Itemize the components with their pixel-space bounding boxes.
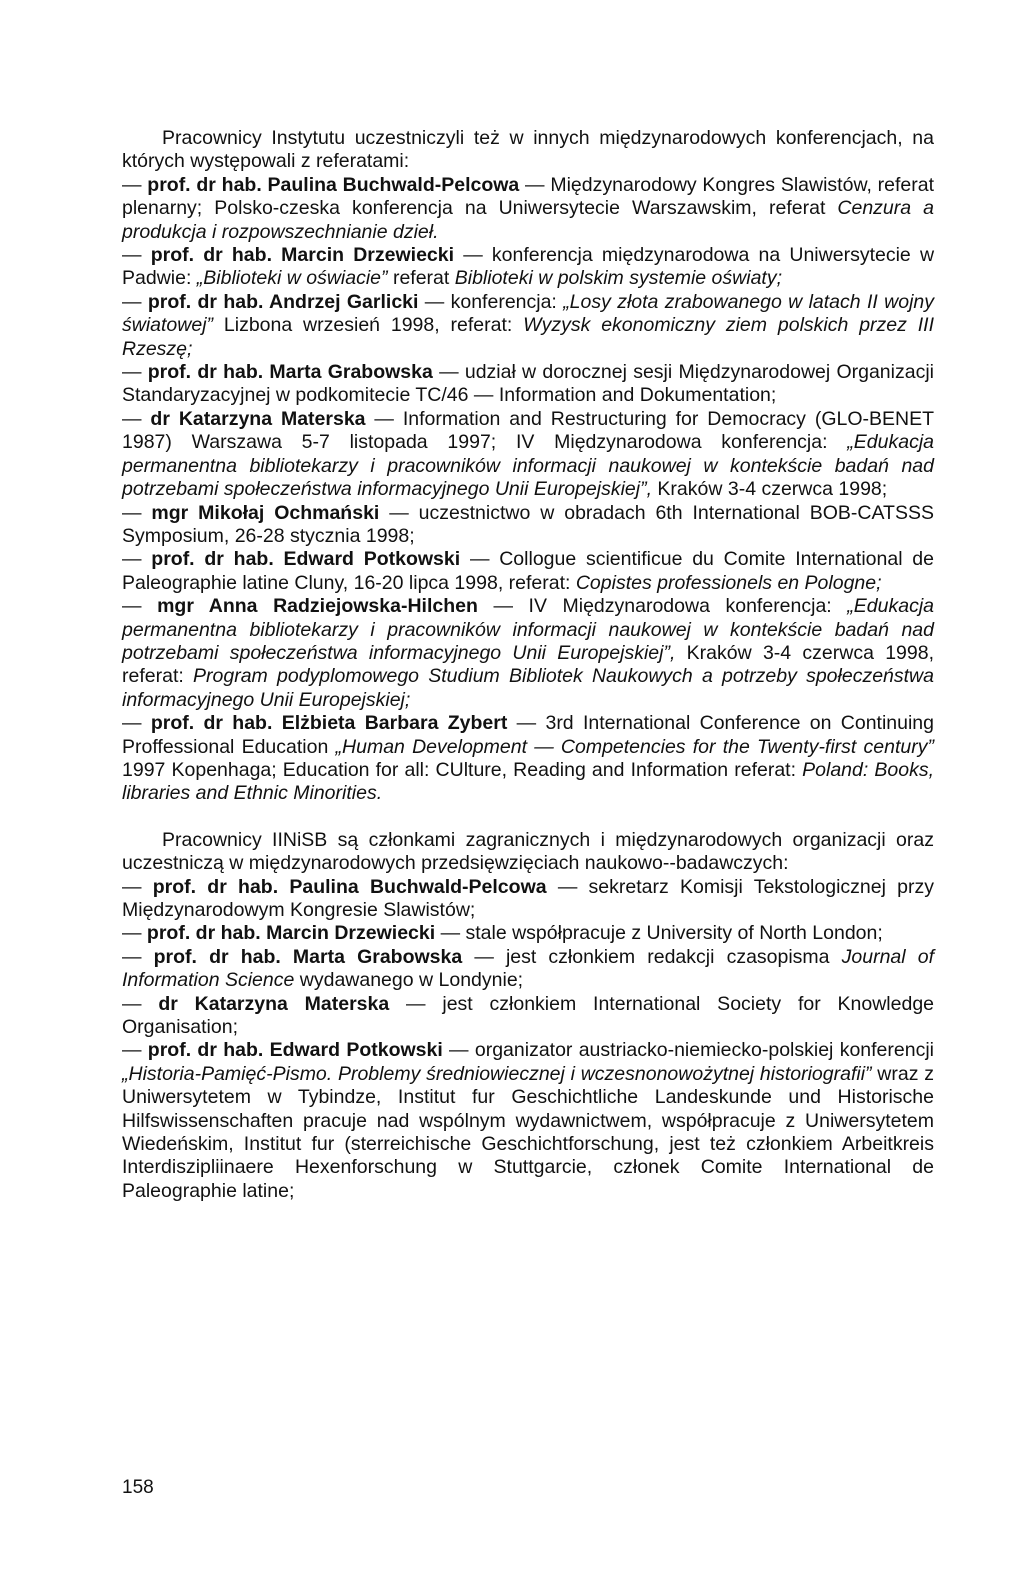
list-item xyxy=(122,291,934,361)
title-text: Poland: Books, libraries and Ethnic Minorities. xyxy=(122,758,935,805)
title-text: Journal of Information Science xyxy=(122,945,935,992)
entry-text: wydawanego w Londynie; xyxy=(294,969,524,992)
entry-text: Lizbona wrzesień 1998, referat: xyxy=(213,314,524,337)
title-text: „Edukacja permanentna bibliotekarzy i pracowników informacji naukowej w kontekście badań nad potrzebami społeczeństwa informacyjnego Unii Europejskiej”, xyxy=(122,595,935,664)
list-item xyxy=(122,408,934,502)
entry-text: — uczestnictwo w obradach 6th International BOB-CATSSS Symposium, 26-28 stycznia 1998; xyxy=(122,501,934,547)
person-name: dr Katarzyna Materska xyxy=(158,992,390,1015)
title-text: „Edukacja permanentna bibliotekarzy i pracowników informacji naukowej w kontekście badań nad potrzebami społeczeństwa informacyjnego Unii Europejskiej”, xyxy=(122,431,934,501)
entry-text: — konferencja: xyxy=(418,290,564,313)
entry-text: — xyxy=(122,712,151,735)
person-name: prof. dr hab. Paulina Buchwald-Pelcowa xyxy=(147,173,520,196)
person-name: prof. dr hab. Marta Grabowska xyxy=(147,361,433,384)
entry-text: — konferencja międzynarodowa na Uniwersytecie w Padwie: xyxy=(122,244,935,290)
entry-text: — xyxy=(122,595,158,618)
list-item xyxy=(122,361,934,408)
entry-text: — xyxy=(122,244,151,267)
person-name: prof. dr hab. Andrzej Garlicki xyxy=(147,290,419,313)
section1-entry-list xyxy=(122,174,934,806)
list-item xyxy=(122,712,934,806)
title-text: Cenzura a produkcja i rozpowszechnianie dzieł. xyxy=(122,197,934,243)
list-item xyxy=(122,1039,934,1203)
person-name: mgr Anna Radziejowska-Hilchen xyxy=(157,595,478,618)
entry-text: wraz z Uniwersytetem w Tybindze, Institut fur Geschichtliche Landeskunde und Historische Hilfswissenschaften pracuje nad wspólnym wydawnictwem, współpracuje z Uniwersytetem Wiedeńskim, Institut fur (sterreichische Geschichtforschung, jest też członkiem Arbeitkreis Interdiszipliinaere Hexenforschung w Stuttgarcie, członek Comite International de Paleographie latine; xyxy=(122,1062,934,1202)
entry-text: referat xyxy=(387,267,455,290)
document-page xyxy=(122,127,934,1203)
entry-text: — xyxy=(122,922,147,945)
person-name: prof. dr hab. Marcin Drzewiecki xyxy=(150,244,455,267)
list-item xyxy=(122,244,934,291)
entry-text: — xyxy=(122,290,148,313)
entry-text: — xyxy=(122,992,159,1015)
entry-text: — xyxy=(122,1039,148,1062)
entry-text: — xyxy=(122,173,148,196)
entry-text: — xyxy=(122,501,152,524)
list-item xyxy=(122,946,934,993)
person-name: prof. dr hab. Edward Potkowski xyxy=(151,548,461,571)
entry-text: — Międzynarodowy Kongres Slawistów, referat plenarny; Polsko-czeska konferencja na Uniwersytecie Warszawskim, referat xyxy=(122,173,934,220)
list-item xyxy=(122,548,934,595)
entry-text: — stale współpracuje z University of North London; xyxy=(435,922,883,945)
person-name: prof. dr hab. Paulina Buchwald-Pelcowa xyxy=(152,875,547,898)
section1-intro: Pracownicy Instytutu uczestniczyli też w innych międzynarodowych konferencjach, na których występowali z referatami: xyxy=(122,127,934,173)
page-number: 158 xyxy=(122,1477,154,1498)
title-text: Wyzysk ekonomiczny ziem polskich przez III Rzeszę; xyxy=(122,314,934,360)
title-text: „Losy złota zrabowanego w latach II wojny światowej” xyxy=(122,290,934,337)
entry-text: — udział w dorocznej sesji Międzynarodowej Organizacji Standaryzacyjnej w podkomitecie TC/46 — Information and Dokumentation; xyxy=(122,361,934,407)
entry-text: — 3rd International Conference on Continuing Proffessional Education xyxy=(122,712,934,758)
entry-text: — xyxy=(122,875,153,898)
person-name: prof. dr hab. Elżbieta Barbara Zybert xyxy=(150,712,508,735)
entry-text: — Collogue scientificue du Comite International de Paleographie latine Cluny, 16-20 lipca 1998, referat: xyxy=(122,548,934,594)
title-text: Program podyplomowego Studium Bibliotek Naukowych a potrzeby społeczeństwa informacyjnego Unii Europejskiej; xyxy=(122,665,934,711)
title-text: „Biblioteki w oświacie” xyxy=(196,267,388,290)
entry-text: — xyxy=(122,361,148,384)
person-name: prof. dr hab. Marta Grabowska xyxy=(153,945,463,968)
entry-text: Kraków 3-4 czerwca 1998, referat: xyxy=(122,641,934,688)
entry-text: — IV Międzynarodowa konferencja: xyxy=(477,595,848,618)
section2-intro: Pracownicy IINiSB są członkami zagranicznych i międzynarodowych organizacji oraz uczestniczą w międzynarodowych przedsięwzięciach naukowo--badawczych: xyxy=(122,828,934,875)
list-item xyxy=(122,922,934,945)
entry-text: 1997 Kopenhaga; Education for all: CUlture, Reading and Information referat: xyxy=(122,758,803,781)
title-text: „Human Development — Competencies for the Twenty-first century” xyxy=(335,735,934,758)
person-name: prof. dr hab. Marcin Drzewiecki xyxy=(146,922,436,945)
entry-text: — jest członkiem International Society for Knowledge Organisation; xyxy=(122,992,935,1039)
list-item xyxy=(122,502,934,549)
entry-text: — xyxy=(122,548,152,571)
entry-text: — xyxy=(122,945,154,968)
title-text: Copistes professionels en Pologne; xyxy=(575,571,882,594)
person-name: dr Katarzyna Materska xyxy=(150,407,366,430)
title-text: Biblioteki w polskim systemie oświaty; xyxy=(454,267,782,290)
person-name: mgr Mikołaj Ochmański xyxy=(151,501,380,524)
section2-entry-list xyxy=(122,876,934,1204)
entry-text: — xyxy=(122,407,151,430)
list-item xyxy=(122,993,934,1040)
title-text: „Historia-Pamięć-Pismo. Problemy średniowiecznej i wczesnonowożytnej historiografii” xyxy=(122,1062,872,1085)
entry-text: — organizator austriacko-niemiecko-polskiej konferencji xyxy=(442,1039,934,1062)
entry-text: — Information and Restructuring for Democracy (GLO-BENET 1987) Warszawa 5-7 listopada 1997; IV Międzynarodowa konferencja: xyxy=(122,407,935,454)
person-name: prof. dr hab. Edward Potkowski xyxy=(147,1039,443,1062)
entry-text: — jest członkiem redakcji czasopisma xyxy=(462,945,842,968)
entry-text: — sekretarz Komisji Tekstologicznej przy Międzynarodowym Kongresie Slawistów; xyxy=(122,875,935,921)
list-item xyxy=(122,595,934,712)
list-item xyxy=(122,876,934,923)
list-item xyxy=(122,174,934,244)
entry-text: Kraków 3-4 czerwca 1998; xyxy=(652,478,888,501)
